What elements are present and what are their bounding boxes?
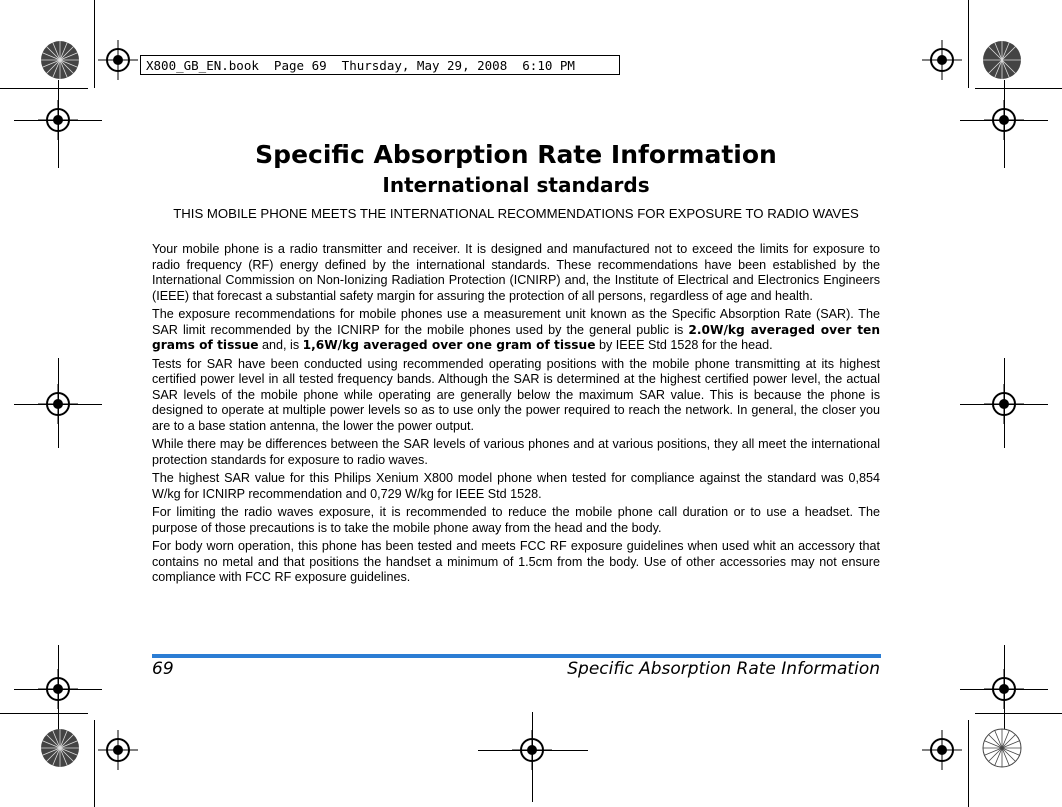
- crop-line: [0, 88, 88, 89]
- starburst-mark-icon: [40, 40, 80, 80]
- paragraph-text: The exposure recommendations for mobile phones use a measurement unit known as the Specific Absorption Rate (SAR). The SAR limit recommended by the ICNIRP for the mobile phones used by the general public is: [152, 307, 880, 337]
- notice-banner: THIS MOBILE PHONE MEETS THE INTERNATIONAL RECOMMENDATIONS FOR EXPOSURE TO RADIO WAVES: [173, 206, 859, 221]
- page-number: 69: [152, 659, 174, 679]
- registration-mark-icon: [922, 730, 962, 770]
- crop-line: [0, 713, 88, 714]
- ieee-limit: 1,6W/kg averaged over one gram of tissue: [302, 338, 596, 352]
- crop-line: [975, 88, 1062, 89]
- page-title: Specific Absorption Rate Information: [255, 140, 777, 169]
- registration-mark-icon: [98, 730, 138, 770]
- paragraph: For limiting the radio waves exposure, it is recommended to reduce the mobile phone call duration or to use a headset. The purpose of those precautions is to take the mobile phone away from the head and the body.: [152, 505, 880, 535]
- paragraph: Your mobile phone is a radio transmitter and receiver. It is designed and manufactured not to exceed the limits for exposure to radio frequency (RF) energy defined by the international standards. These recommendations have been established by the International Commission on Non-Ionizing Radiation Protection (ICNIRP) and, the Institute of Electrical and Electronics Engineers (IEEE) that forecast a substantial safety margin for assuring the protection of all persons, regardless of age and health.: [152, 242, 880, 303]
- registration-mark-icon: [922, 40, 962, 80]
- crop-line: [58, 358, 59, 448]
- icnirp-limit: 2.0W/kg averaged over ten grams of tissue: [152, 322, 880, 352]
- running-title: Specific Absorption Rate Information: [567, 659, 880, 679]
- crop-line: [478, 750, 588, 751]
- section-subtitle: International standards: [382, 173, 650, 197]
- body-text: [152, 242, 880, 589]
- paragraph: While there may be differences between the SAR levels of various phones and at various positions, they all meet the international protection standards for exposure to radio waves.: [152, 437, 880, 467]
- crop-line: [58, 645, 59, 733]
- crop-line: [968, 0, 969, 88]
- paragraph: The highest SAR value for this Philips Xenium X800 model phone when tested for compliance against the standard was 0,854 W/kg for ICNIRP recommendation and 0,729 W/kg for IEEE Std 1528.: [152, 471, 880, 501]
- starburst-mark-icon: [982, 728, 1022, 768]
- crop-line: [94, 720, 95, 807]
- paragraph: Tests for SAR have been conducted using recommended operating positions with the mobile phone transmitting at its highest certified power level in all tested frequency bands. Although the SAR is determined at the highest certified power level, the actual SAR levels of the mobile phone while operating are generally below the maximum SAR value. This is because the phone is designed to operate at multiple power levels so as to use only the power required to reach the network. In general, the closer you are to a base station antenna, the lower the power output.: [152, 356, 880, 433]
- registration-mark-icon: [98, 40, 138, 80]
- printer-slug: X800_GB_EN.book Page 69 Thursday, May 29, 2008 6:10 PM: [140, 55, 620, 75]
- starburst-mark-icon: [982, 40, 1022, 80]
- crop-line: [1004, 358, 1005, 448]
- crop-line: [532, 712, 533, 802]
- crop-line: [975, 713, 1062, 714]
- starburst-mark-icon: [40, 728, 80, 768]
- crop-line: [1004, 645, 1005, 733]
- paragraph-text: by IEEE Std 1528 for the head.: [595, 338, 773, 352]
- paragraph: [152, 307, 880, 354]
- paragraph-text: and, is: [258, 338, 303, 352]
- crop-line: [94, 0, 95, 88]
- footer-rule: [152, 654, 881, 658]
- crop-line: [968, 720, 969, 807]
- paragraph: For body worn operation, this phone has been tested and meets FCC RF exposure guidelines when used whit an accessory that contains no metal and that positions the handset a minimum of 1.5cm from the body. Use of other accessories may not ensure compliance with FCC RF exposure guidelines.: [152, 539, 880, 584]
